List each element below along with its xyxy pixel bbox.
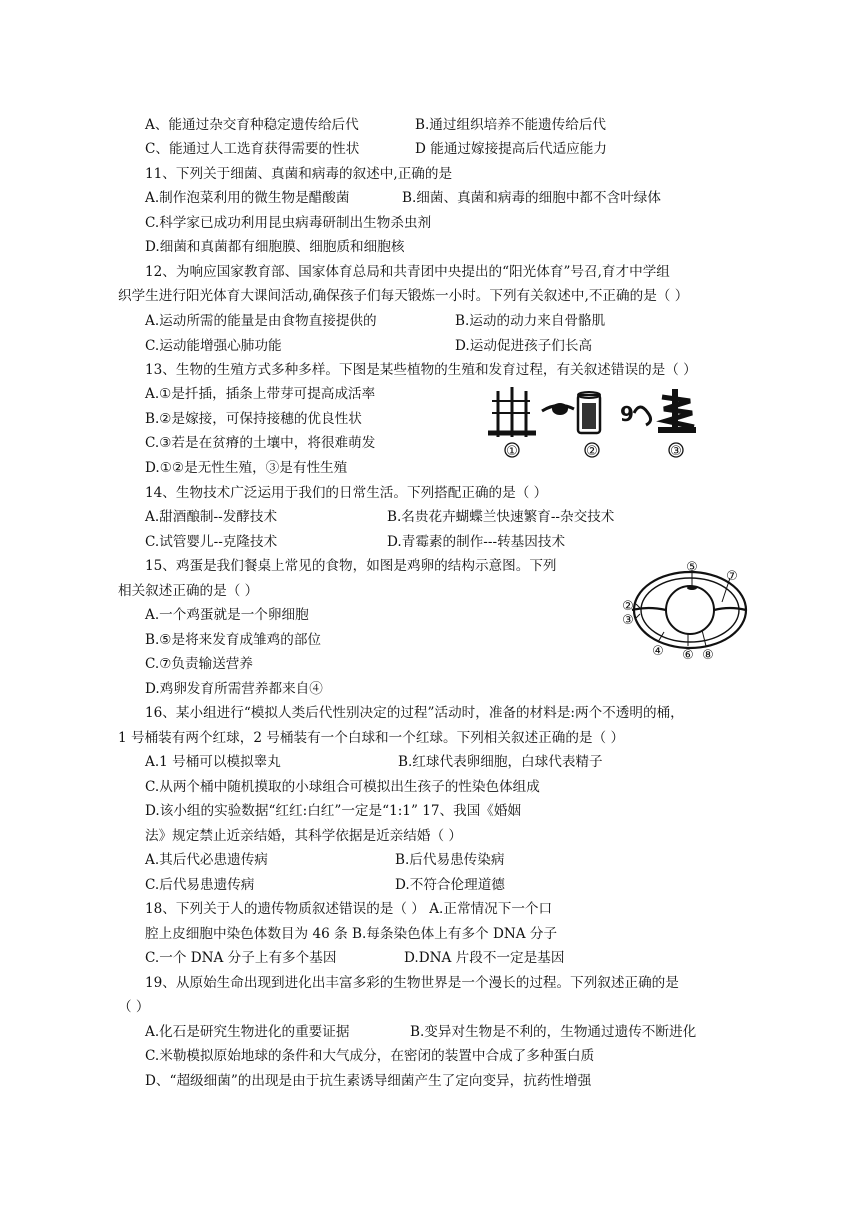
q12-stem-line2: 织学生进行阳光体育大课间活动,确保孩子们每天锻炼一小时。下列有关叙述中,不正确的是（ ） bbox=[118, 288, 689, 304]
egg-label-8: ⑧ bbox=[702, 648, 714, 663]
q13-option-d: D.①②是无性生殖，③是有性生殖 bbox=[145, 460, 348, 476]
q10-option-b: B.通过组织培养不能遗传给后代 bbox=[415, 117, 607, 133]
cutting-illustration bbox=[488, 387, 536, 437]
q15-stem-line1: 15、鸡蛋是我们餐桌上常见的食物，如图是鸡卵的结构示意图。下列 bbox=[145, 558, 557, 574]
q11-option-d: D.细菌和真菌都有细胞膜、细胞质和细胞核 bbox=[145, 239, 405, 255]
q15-option-b: B.⑤是将来发育成雏鸡的部位 bbox=[145, 632, 322, 648]
q17-option-b: B.后代易患传染病 bbox=[395, 852, 505, 868]
q16-stem-line1: 16、某小组进行“模拟人类后代性别决定的过程”活动时，准备的材料是:两个不透明的桶， bbox=[145, 705, 684, 721]
q13-option-c: C.③若是在贫瘠的土壤中，将很难萌发 bbox=[145, 435, 376, 451]
q17-option-a: A.其后代必患遗传病 bbox=[145, 852, 268, 868]
q19-stem-line2: （ ） bbox=[118, 999, 150, 1015]
q14-option-c: C.试管婴儿--克隆技术 bbox=[145, 534, 278, 550]
egg-label-3: ③ bbox=[622, 613, 634, 628]
egg-label-4: ④ bbox=[652, 644, 664, 659]
egg-structure-figure bbox=[618, 558, 750, 666]
q14-option-b: B.名贵花卉蝴蝶兰快速繁育--杂交技术 bbox=[387, 509, 615, 525]
q11-option-b: B.细菌、真菌和病毒的细胞中都不含叶绿体 bbox=[402, 190, 661, 206]
figure-label-3: ③ bbox=[670, 444, 682, 459]
q12-option-d: D.运动促进孩子们长高 bbox=[455, 338, 593, 354]
egg-label-6: ⑥ bbox=[682, 648, 694, 663]
q14-option-a: A.甜酒酿制--发酵技术 bbox=[145, 509, 278, 525]
q11-option-a: A.制作泡菜利用的微生物是醋酸菌 bbox=[145, 190, 350, 206]
q13-option-a: A.①是扦插，插条上带芽可提高成活率 bbox=[145, 386, 376, 402]
q16-option-c: C.从两个桶中随机摸取的小球组合可模拟出生孩子的性染色体组成 bbox=[145, 779, 540, 795]
egg-label-5: ⑤ bbox=[686, 560, 698, 575]
q18-option-c: C.一个 DNA 分子上有多个基因 bbox=[145, 950, 337, 966]
yolk bbox=[666, 586, 714, 634]
q11-stem: 11、下列关于细菌、真菌和病毒的叙述中,正确的是 bbox=[145, 166, 453, 182]
figure-label-2: ② bbox=[586, 444, 598, 459]
q18-option-d: D.DNA 片段不一定是基因 bbox=[404, 950, 565, 966]
egg-label-7: ⑦ bbox=[726, 569, 738, 584]
q16-option-a: A.1 号桶可以模拟睾丸 bbox=[145, 754, 281, 770]
q19-option-a: A.化石是研究生物进化的重要证据 bbox=[145, 1024, 350, 1040]
q13-stem: 13、生物的生殖方式多种多样。下图是某些植物的生殖和发育过程，有关叙述错误的是（ ） bbox=[145, 362, 697, 378]
q17-stem-line2: 法》规定禁止近亲结婚，其科学依据是近亲结婚（ ） bbox=[145, 828, 462, 844]
q19-stem-line1: 19、从原始生命出现到进化出丰富多彩的生物世界是一个漫长的过程。下列叙述正确的是 bbox=[145, 975, 679, 991]
q19-option-d: D、“超级细菌”的出现是由于抗生素诱导细菌产生了定向变异，抗药性增强 bbox=[145, 1073, 592, 1089]
q15-stem-line2: 相关叙述正确的是（ ） bbox=[118, 583, 259, 599]
q10-option-a: A、能通过杂交育种稳定遗传给后代 bbox=[145, 117, 359, 133]
egg-label-2: ② bbox=[622, 599, 634, 614]
q17-option-d: D.不符合伦理道德 bbox=[395, 877, 505, 893]
q16-option-b: B.红球代表卵细胞，白球代表精子 bbox=[398, 754, 603, 770]
q19-option-b: B.变异对生物是不利的，生物通过遗传不断进化 bbox=[410, 1024, 697, 1040]
plant-reproduction-figure bbox=[480, 383, 720, 459]
q19-option-c: C.米勒模拟原始地球的条件和大气成分，在密闭的装置中合成了多种蛋白质 bbox=[145, 1048, 595, 1064]
q12-stem-line1: 12、为响应国家教育部、国家体育总局和共青团中央提出的“阳光体育”号召,育才中学组 bbox=[145, 264, 670, 280]
q15-option-a: A.一个鸡蛋就是一个卵细胞 bbox=[145, 607, 309, 623]
q14-stem: 14、生物技术广泛运用于我们的日常生活。下列搭配正确的是（ ） bbox=[145, 485, 548, 501]
figure-label-1: ① bbox=[506, 444, 518, 459]
q13-option-b: B.②是嫁接，可保持接穗的优良性状 bbox=[145, 411, 362, 427]
q12-option-c: C.运动能增强心肺功能 bbox=[145, 338, 282, 354]
q16-option-d: D.该小组的实验数据“红红:白红”一定是“1:1” 17、我国《婚姻 bbox=[145, 803, 522, 819]
q12-option-b: B.运动的动力来自骨骼肌 bbox=[455, 313, 606, 329]
q10-option-c: C、能通过人工选育获得需要的性状 bbox=[145, 141, 360, 157]
svg-text:9: 9 bbox=[620, 402, 634, 426]
seed-germination-illustration bbox=[620, 389, 696, 433]
q14-option-d: D.青霉素的制作---转基因技术 bbox=[387, 534, 566, 550]
germinal-disc bbox=[687, 586, 697, 590]
grafting-illustration bbox=[542, 392, 600, 433]
q15-option-c: C.⑦负责输送营养 bbox=[145, 656, 253, 672]
q17-option-c: C.后代易患遗传病 bbox=[145, 877, 255, 893]
q12-option-a: A.运动所需的能量是由食物直接提供的 bbox=[145, 313, 377, 329]
chalaza-left bbox=[632, 608, 666, 610]
q10-option-d: D 能通过嫁接提高后代适应能力 bbox=[415, 141, 607, 157]
q16-stem-line2: 1 号桶装有两个红球，2 号桶装有一个白球和一个红球。下列相关叙述正确的是（ ） bbox=[118, 730, 625, 746]
chalaza-right bbox=[714, 608, 746, 610]
q18-stem-line2: 腔上皮细胞中染色体数目为 46 条 B.每条染色体上有多个 DNA 分子 bbox=[145, 926, 558, 942]
q18-stem-line1: 18、下列关于人的遗传物质叙述错误的是（ ） A.正常情况下一个口 bbox=[145, 901, 553, 917]
q15-option-d: D.鸡卵发育所需营养都来自④ bbox=[145, 681, 323, 697]
q11-option-c: C.科学家已成功利用昆虫病毒研制出生物杀虫剂 bbox=[145, 215, 432, 231]
